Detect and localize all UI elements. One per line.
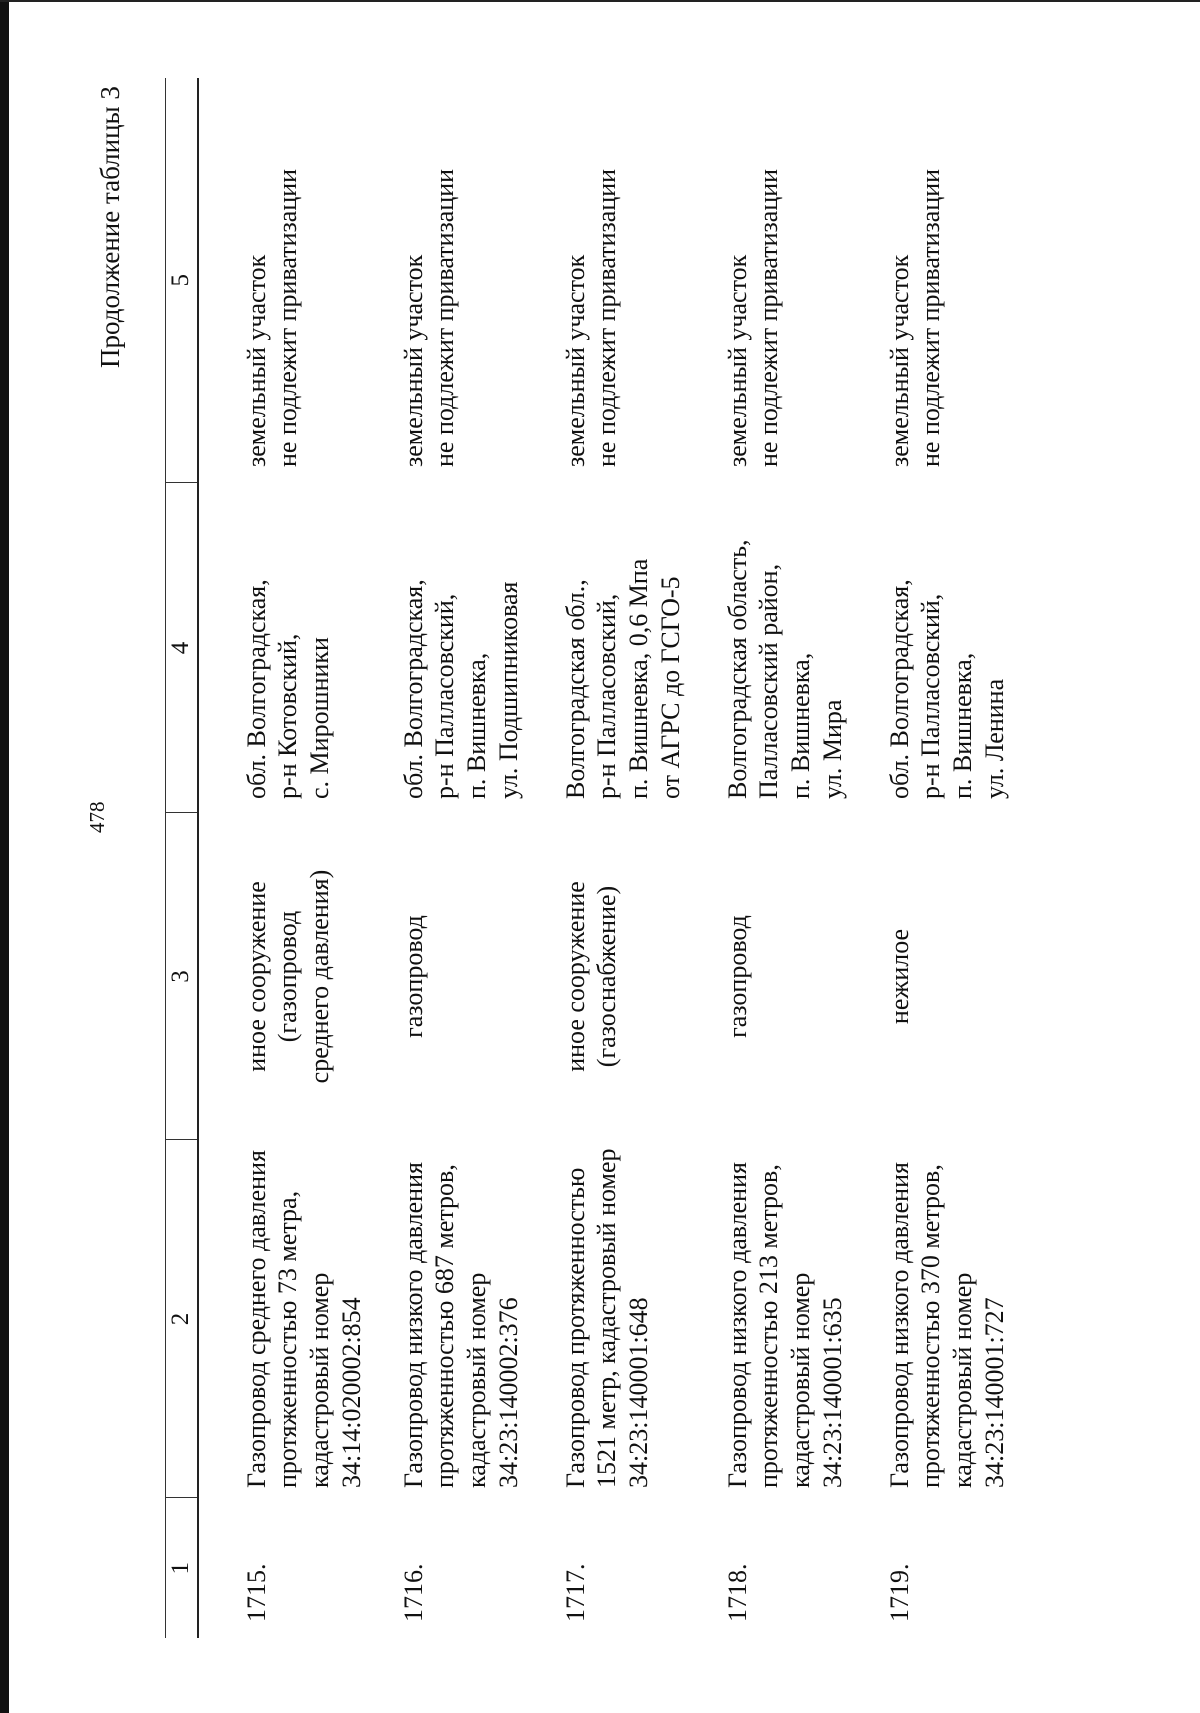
row-number: 1717.: [560, 1563, 590, 1622]
table-row: [398, 78, 560, 1638]
object-address: [198, 483, 398, 813]
object-type-line: газопровод: [722, 915, 752, 1038]
continuation-label: Продолжение таблицы 3: [95, 86, 125, 368]
address-line: р-н Палласовский,: [592, 593, 622, 799]
object-name-line: протяженностью 213 метров,: [754, 1164, 784, 1488]
address-line: р-н Палласовский,: [430, 593, 460, 799]
object-name-line: протяженностью 687 метров,: [430, 1164, 460, 1488]
note-line: земельный участок: [560, 254, 590, 467]
column-header-2: 2: [166, 1140, 198, 1498]
address-line: ул. Подшипниковая: [493, 581, 523, 799]
table-row: [560, 78, 722, 1638]
table-row: [884, 78, 1046, 1638]
object-type-line: нежилое: [884, 928, 914, 1025]
object-name-line: Газопровод низкого давления: [884, 1162, 914, 1488]
object-type: [884, 813, 1046, 1140]
object-note: [560, 78, 722, 483]
object-name-line: протяженностью 370 метров,: [916, 1164, 946, 1488]
note-line: земельный участок: [722, 254, 752, 467]
address-line: п. Вишневка, 0,6 Мпа: [623, 558, 653, 799]
object-note: [884, 78, 1046, 483]
address-line: от АГРС до ГСГО-5: [655, 576, 685, 799]
object-name-line: 1521 метр, кадастровый номер: [592, 1148, 622, 1488]
note-line: земельный участок: [241, 254, 271, 467]
object-type: [398, 813, 560, 1140]
row-number: 1715.: [241, 1563, 271, 1622]
object-address: [722, 483, 884, 813]
row-number: 1716.: [398, 1563, 428, 1622]
object-name-line: Газопровод низкого давления: [722, 1162, 752, 1488]
object-type: [722, 813, 884, 1140]
object-type-line: (газоснабжение): [592, 885, 622, 1068]
object-type: [560, 813, 722, 1140]
object-name-line: Газопровод протяженностью: [560, 1167, 590, 1488]
object-name-line: кадастровый номер: [785, 1272, 815, 1488]
object-name-line: 34:14:020002:854: [336, 1297, 366, 1488]
object-note: [398, 78, 560, 483]
note-line: не подлежит приватизации: [916, 168, 946, 467]
object-name-line: кадастровый номер: [947, 1272, 977, 1488]
object-name-line: 34:23:140001:635: [817, 1297, 847, 1488]
address-line: обл. Волгоградская,: [398, 579, 428, 799]
object-name-line: кадастровый номер: [461, 1272, 491, 1488]
object-address: [560, 483, 722, 813]
note-line: земельный участок: [884, 254, 914, 467]
address-line: ул. Мира: [817, 699, 847, 799]
property-table: [165, 78, 1046, 1638]
page-number: 478: [85, 801, 109, 833]
note-line: земельный участок: [398, 254, 428, 467]
object-note: [198, 78, 398, 483]
object-name-line: Газопровод среднего давления: [241, 1150, 271, 1488]
address-line: Палласовский район,: [754, 563, 784, 799]
address-line: р-н Котовский,: [273, 633, 303, 799]
column-header-3: 3: [166, 813, 198, 1140]
table-row: [722, 78, 884, 1638]
object-name-line: Газопровод низкого давления: [398, 1162, 428, 1488]
object-name-line: кадастровый номер: [304, 1272, 334, 1488]
object-name: [198, 1140, 398, 1498]
address-line: Волгоградская область,: [722, 539, 752, 799]
object-name: [722, 1140, 884, 1498]
object-name: [884, 1140, 1046, 1498]
address-line: ул. Ленина: [979, 678, 1009, 799]
address-line: р-н Палласовский,: [916, 593, 946, 799]
header-row: [166, 78, 198, 1638]
address-line: п. Вишневка,: [461, 652, 491, 799]
row-number: 1719.: [884, 1563, 914, 1622]
address-line: п. Вишневка,: [947, 652, 977, 799]
object-name-line: протяженностью 73 метра,: [273, 1190, 303, 1488]
address-line: обл. Волгоградская,: [884, 579, 914, 799]
object-type-line: газопровод: [398, 915, 428, 1038]
object-name: [560, 1140, 722, 1498]
table-row: [198, 78, 398, 1638]
object-address: [884, 483, 1046, 813]
object-name-line: 34:23:140001:727: [979, 1297, 1009, 1488]
column-header-1: 1: [166, 1498, 198, 1638]
note-line: не подлежит приватизации: [754, 168, 784, 467]
object-name: [398, 1140, 560, 1498]
address-line: с. Мирошники: [304, 637, 334, 799]
object-address: [398, 483, 560, 813]
object-note: [722, 78, 884, 483]
object-type: [198, 813, 398, 1140]
object-type-line: иное сооружение: [241, 881, 271, 1072]
object-name-line: 34:23:140002:376: [493, 1297, 523, 1488]
address-line: обл. Волгоградская,: [241, 579, 271, 799]
address-line: Волгоградская обл.,: [560, 579, 590, 799]
column-header-4: 4: [166, 483, 198, 813]
note-line: не подлежит приватизации: [592, 168, 622, 467]
column-header-5: 5: [166, 78, 198, 483]
address-line: п. Вишневка,: [785, 652, 815, 799]
object-type-line: среднего давления): [304, 869, 334, 1084]
row-number: 1718.: [722, 1563, 752, 1622]
object-name-line: 34:23:140001:648: [623, 1297, 653, 1488]
object-type-line: (газопровод: [273, 910, 303, 1043]
note-line: не подлежит приватизации: [430, 168, 460, 467]
note-line: не подлежит приватизации: [273, 168, 303, 467]
object-type-line: иное сооружение: [560, 881, 590, 1072]
